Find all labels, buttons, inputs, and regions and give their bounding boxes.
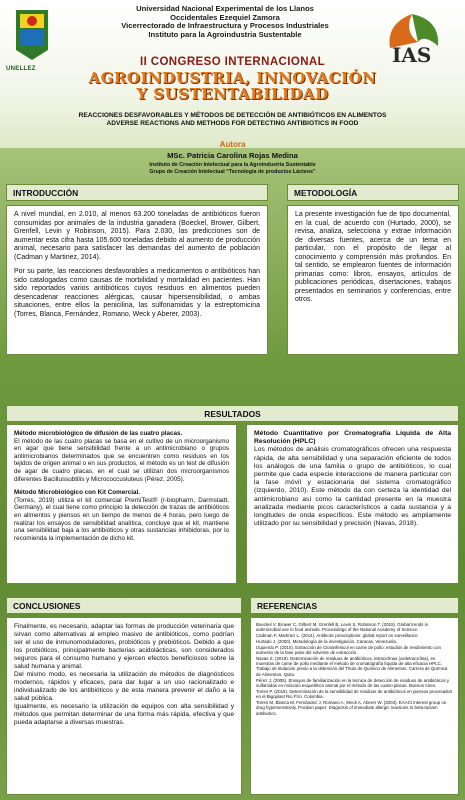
method-heading: METODOLOGÍA: [287, 184, 459, 201]
result-paragraph: Los métodos de análisis cromatográficos ofrecen una respuesta rápida, de alta sensibilidad y una separación eficiente de todos los análogos de una familia o grupo de antibióticos, lo cual permite que cada especie interaccione de manera particular con la fase móvil y estacionaria del sistema cromatográfico (Izquierdo, 2010). Este método da con certeza la identidad del antimicrobiano así como la cantidad presente en la muestra analizada mediante picos característicos a cada sustancia y a longitudes de onda específicos. Este método es ampliamente utilizado por su sensibilidad y precisión (Navas, 2018).: [254, 446, 451, 528]
unellez-logo-text: UNELLEZ: [6, 66, 36, 72]
author-label: Autora: [219, 140, 246, 149]
university-line: Universidad Nacional Experimental de los Llanos: [136, 4, 314, 13]
conclusion-paragraph: Finalmente, es necesario, adaptar las formas de producción veterinaria que sirvan como alternativas al empleo masivo de antibióticos, como podrían ser el uso de inmunomoduladores, probióticos y prebióticos. Debido a que los probióticos, principalmente bacterias acidolácticas, son considerados seguros para el consumo humano y ejercen efectos beneficiosos sobre la salud humana y animal.: [14, 623, 234, 670]
reference-item: Boeckel V. Brower C, Gilbert M, Grenfell B, Levin S, Robinson T. (2015). Global trends in antimicrobial use in food animals. Proceedings of the National Academy of Science.: [256, 622, 429, 633]
poster-header: [0, 0, 465, 148]
results-heading: RESULTADOS: [6, 405, 459, 422]
reference-item: Pérez J. (2005). Ensayos de familiarización en la técnica de detección de residuos de antibióticos y sulfamidas en músculo esquelético animal por el método de las cuatro placas. Buenos Aires.: [256, 677, 450, 688]
conclusions-panel: [6, 617, 242, 795]
university-line: Instituto para la Agroindustria Sustentable: [148, 29, 302, 39]
congress-label: II CONGRESO INTERNACIONAL: [139, 56, 326, 68]
method-paragraph: La presente investigación fue de tipo documental, en la cual, de acuerdo con (Hurtado, 2000), se revisa, analiza, selecciona y extrae información de diversas fuentes, acerca de un tema en particular, con el propósito de llegar al conocimiento y comprensión más profundos. En tal sentido, se emplearon fuentes de información primarias como: libros, ensayos, artículos de publicaciones periódicas, disertaciones, trabajos presentados en seminarios y conferencias, entre otros.: [295, 211, 451, 303]
institutions: [0, 162, 465, 176]
author-name: MSc. Patricia Carolina Rojas Medina: [167, 151, 298, 160]
conclusion-paragraph: Del mismo modo, es necesaria la utilización de métodos de diagnósticos modernos, rápidos y eficaces, para dar lugar a un uso racionalizado e individualizado de los antibióticos y de esta manera prevenir el daño a la salud pública.: [14, 671, 234, 702]
reference-item: Torres P. (2019). Determinación de la sensibilidad de residuos de antibióticos en piensos procesados en el Bigoplast Rio Frío. Colombia.: [256, 688, 453, 700]
congress-title: [30, 70, 435, 102]
result-subtitle: Método microbiológico de difusión de las cuatro placas.: [14, 430, 183, 437]
conclusion-paragraph: Igualmente, es necesario la utilización de equipos con alta sensibilidad y métodos que permitan determinar de una forma más rápida, efectiva y que pueda adaptarse a diversas muestras.: [14, 703, 234, 726]
result-paragraph: (Torres, 2019) utiliza el kit comercial PremiTest® (r-biopharm, Darmstadt, Germany), el cual tiene como principio la detección de trazas de antibióticos en alimentos y piensos en un tiempo de menos de 4 horas, pero luego de realizar los ensayos de sensibilidad analítica, concluye que el kit, mantiene una sensibilidad baja a los antibióticos y otras sustancias inhibidoras, por lo recomienda la implementación de dicho kit.: [14, 496, 229, 542]
university-line: Occidentales Ezequiel Zamora: [170, 12, 280, 22]
results-left-panel: [6, 424, 237, 584]
result-paragraph: El método de las cuatro placas se basa en el cultivo de un microorganismo en agar que tiene sensibilidad frente a un antimicrobiano o grupos antimicrobianos determinados que se encuentren como residuos en los tejidos de origen animal o en sus productos, el método es un test de difusión de agar de cuatro placas, en el cual se utilizan dos microorganismos diferentes Bacillussubtilis y Micrococcusluteus (Pérez, 2005).: [14, 437, 229, 483]
intro-paragraph: Por su parte, las reacciones desfavorables a medicamentos o antibióticos han sido catalogadas como causas de morbilidad y mortalidad en pacientes. Han sido reportados varios antibióticos cuyos residuos en alimentos pueden desencadenar reacciones alérgicas, causar hipersensibilidad, o ambas situaciones, entre ellos la penicilina, las sulfonamidas y la estreptomicina (Torres, Blanca, Fernández, Romano, Weck y Aberer, 2003).: [14, 268, 260, 318]
references-heading: REFERENCIAS: [250, 597, 459, 614]
university-block: [60, 5, 390, 39]
institution-line: Grupo de Creación Intelectual “Tecnología de productos Lácteos”: [149, 169, 316, 175]
conclusions-heading: CONCLUSIONES: [6, 597, 242, 614]
reference-item: Izquierdo P. (2010). Extracción de Cloranfenicol en carne de pollo: estudios de rendimiento con aumento de la fase polar del solvente de extracción.: [256, 644, 441, 655]
reference-item: Hurtado J. (2000). Metodología de la investigación. Caracas, Venezuela.: [256, 638, 398, 644]
institution-line: Instituto de Creación Intelectual para la Agroindustria Sustentable: [149, 162, 316, 168]
paper-title-en: ADVERSE REACTIONS AND METHODS FOR DETECTING ANTIBIOTICS IN FOOD: [106, 120, 359, 127]
intro-paragraph: A nivel mundial, en 2.010, al menos 63.200 toneladas de antibióticos fueron consumidas por animales de la industria ganadera (Boeckel, Brower, Gilbert, Grenfell, Levin y Robinson, 2015). Para 2.030, las predicciones son de aumentar esta cifra hasta 105.600 toneladas debido al aumento de producción animal, necesario para satisfacer las demandas del aumento de población (Cadman y Martinez, 2014).: [14, 211, 260, 261]
congress-title-line: AGROINDUSTRIA, INNOVACIÓN: [88, 69, 377, 87]
result-subtitle: Método Cuantitativo por Cromatografía Líquida de Alta Resolución (HPLC): [254, 430, 451, 446]
university-line: Vicerrectorado de Infraestructura y Procesos Industriales: [121, 21, 329, 31]
references-panel: [250, 617, 459, 795]
paper-title-es: REACCIONES DESFAVORABLES Y MÉTODOS DE DETECCIÓN DE ANTIBIÓTICOS EN ALIMENTOS: [78, 112, 387, 119]
ias-logo-text: IAS: [392, 43, 432, 64]
intro-panel: [6, 205, 268, 355]
reference-item: Navas S. (2018). Determinación de residuos de antibióticos, tetraciclinas (oxitetraciclina), en muestras de carne de pollo mediante el método de cromatografía líquida de alta eficacia HPLC. Trabajo de titulación previo a la obtención del Título de Químico de Alimentos. Carrera de Química de Alimentos. Quito.: [256, 655, 448, 677]
paper-title: [20, 112, 445, 128]
intro-heading: INTRODUCCIÓN: [6, 184, 268, 201]
reference-item: Cadman F, Martinez L. (2014). Antibiotic prescriptions: global report on surveillance.: [256, 633, 419, 639]
method-panel: [287, 205, 459, 355]
reference-item: Torres M, Blanca M, Fernández J, Romano A, Weck A, Aberer W. (2003). EAACI interest group on drug hypersensitivity. Position paper: Diagnosis of immediate allergic reactions to beta-lactam antibiotics.: [256, 699, 447, 716]
congress-title-line: Y SUSTENTABILIDAD: [136, 85, 329, 103]
results-right-panel: [246, 424, 459, 584]
result-subtitle: Método Microbiológico con Kit Comercial.: [14, 489, 140, 497]
